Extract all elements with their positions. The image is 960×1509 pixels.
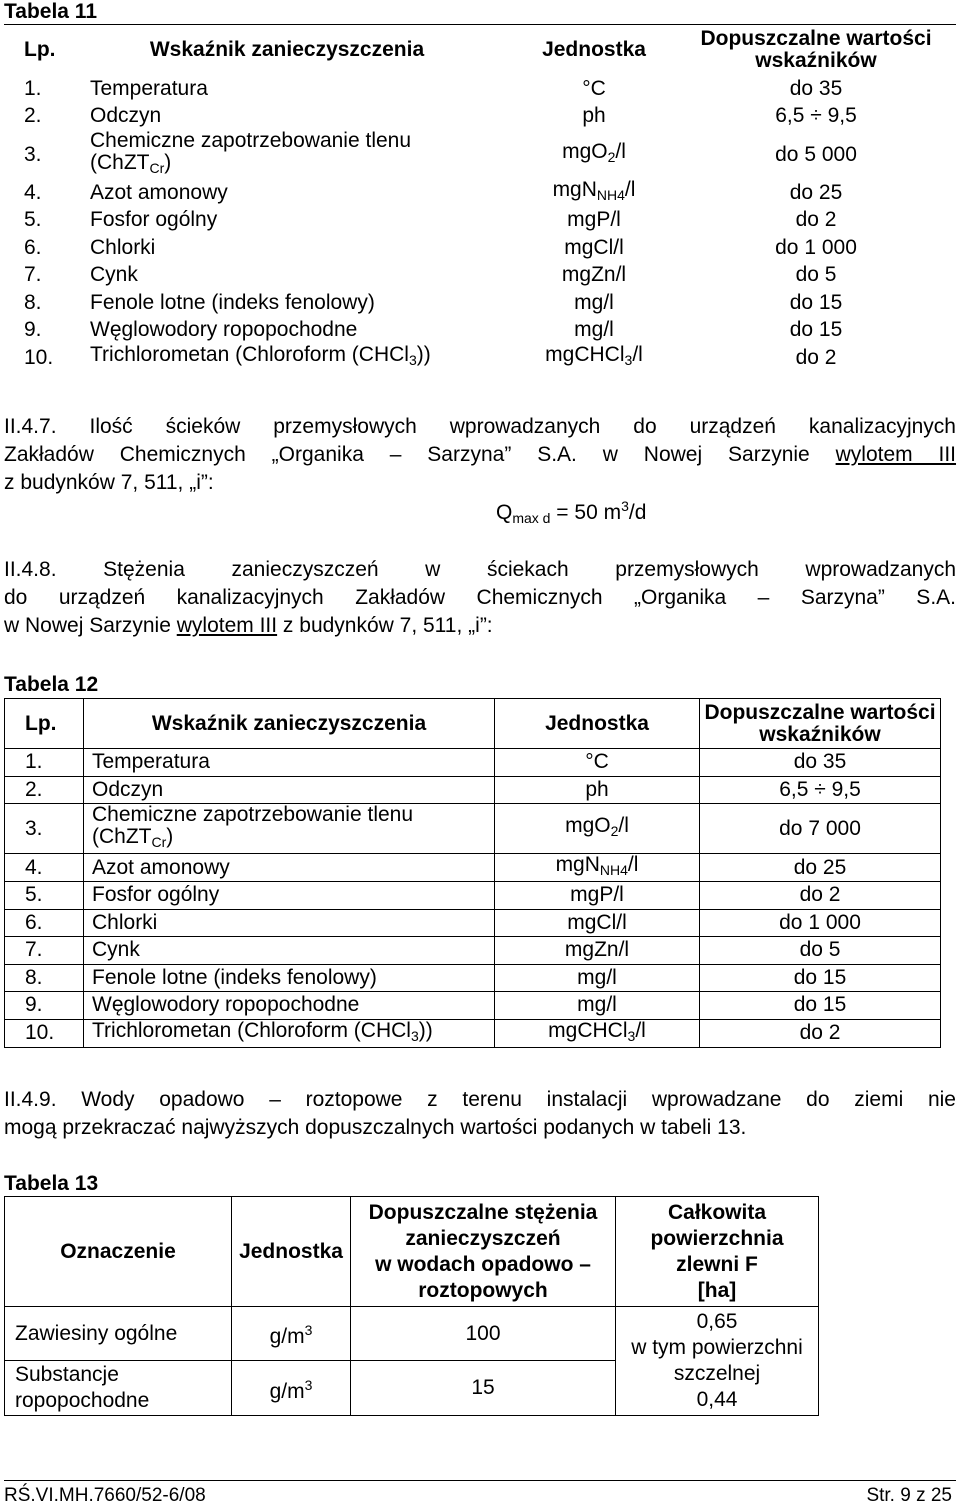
unit-text: mgO bbox=[562, 140, 608, 163]
table-13 bbox=[4, 1196, 819, 1416]
table-row bbox=[4, 207, 936, 235]
p48-outlet-ref: wylotem III bbox=[176, 614, 278, 637]
row-unit bbox=[492, 179, 696, 207]
row-lp: 6. bbox=[24, 235, 42, 259]
row-lp: 5. bbox=[24, 208, 42, 232]
table-11 bbox=[4, 25, 936, 372]
row-unit bbox=[492, 130, 696, 179]
unit-subscript: 3 bbox=[627, 1027, 636, 1044]
unit-text: °C bbox=[582, 76, 606, 100]
row-unit bbox=[495, 909, 700, 937]
row-lp: 6. bbox=[5, 909, 84, 937]
row-indicator bbox=[84, 882, 495, 910]
row-unit bbox=[492, 289, 696, 317]
unit-text: mgP/l bbox=[570, 883, 624, 907]
row-indicator bbox=[84, 804, 495, 854]
p47-line3: z budynków 7, 511, „i”: bbox=[4, 471, 214, 494]
unit-text: mgO bbox=[565, 814, 611, 837]
row-lp: 3. bbox=[24, 142, 42, 166]
indicator-text: Chemiczne zapotrzebowanie tlenu bbox=[90, 129, 412, 152]
table-12 bbox=[4, 698, 941, 1048]
header-value-line1: Dopuszczalne wartości bbox=[704, 700, 936, 724]
indicator-text: Odczyn bbox=[92, 777, 164, 801]
unit-text: mgN bbox=[552, 178, 597, 202]
table-row bbox=[5, 882, 941, 910]
row-unit bbox=[492, 207, 696, 235]
indicator-subscript: Cr bbox=[151, 834, 167, 850]
unit-subscript: NH4 bbox=[599, 862, 628, 878]
t13-header-oznaczenie: Oznaczenie bbox=[5, 1197, 232, 1307]
table-row bbox=[5, 1307, 819, 1361]
row-lp: 8. bbox=[5, 964, 84, 992]
indicator-end: )) bbox=[416, 343, 431, 367]
row-indicator bbox=[84, 964, 495, 992]
row-indicator bbox=[84, 937, 495, 965]
row-indicator bbox=[84, 909, 495, 937]
row-value: do 5 bbox=[795, 263, 837, 287]
row-lp: 10. bbox=[5, 1019, 84, 1047]
unit-text: mgCl/l bbox=[567, 910, 627, 934]
footer-rule bbox=[4, 1480, 956, 1481]
p47-line1: II.4.7. Ilość ścieków przemysłowych wprowadzanych do urządzeń kanalizacyjnych bbox=[4, 415, 956, 438]
t13-r2-value: 15 bbox=[351, 1361, 616, 1416]
indicator-text-2: (ChZT bbox=[92, 825, 152, 848]
row-lp: 8. bbox=[24, 290, 42, 314]
unit-end: /l bbox=[615, 140, 626, 163]
row-value: do 15 bbox=[789, 290, 843, 314]
p47-line2: Zakładów Chemicznych „Organika – Sarzyna” S.A. w Nowej Sarzynie wylotem III bbox=[4, 443, 957, 466]
table-row bbox=[5, 909, 941, 937]
row-lp: 9. bbox=[24, 318, 42, 342]
t13-r2-oznaczenie: Substancje ropopochodne bbox=[5, 1361, 232, 1416]
table-row bbox=[4, 130, 936, 179]
table-12-caption: Tabela 12 bbox=[4, 673, 99, 696]
table-13-caption: Tabela 13 bbox=[4, 1172, 99, 1195]
row-value: do 25 bbox=[789, 180, 843, 204]
paragraph-II-4-8 bbox=[4, 556, 956, 640]
row-unit bbox=[492, 262, 696, 290]
paragraph-II-4-9 bbox=[4, 1086, 956, 1142]
row-unit bbox=[495, 776, 700, 804]
row-lp: 1. bbox=[5, 749, 84, 777]
indicator-text: Chemiczne zapotrzebowanie tlenu bbox=[92, 803, 414, 826]
p49-line1: II.4.9. Wody opadowo – roztopowe z terenu instalacji wprowadzane do ziemi nie bbox=[4, 1088, 956, 1111]
p47-outlet-ref: wylotem III bbox=[835, 443, 957, 466]
row-unit bbox=[495, 804, 700, 854]
row-indicator bbox=[84, 1019, 495, 1047]
indicator-subscript: 3 bbox=[410, 1027, 419, 1044]
p49-line2: mogą przekraczać najwyższych dopuszczalnych wartości podanych w tabeli 13. bbox=[4, 1116, 747, 1139]
row-unit bbox=[492, 75, 696, 103]
row-lp: 3. bbox=[5, 804, 84, 854]
unit-text: mgCHCl bbox=[548, 1018, 628, 1042]
row-indicator bbox=[82, 130, 492, 179]
unit-text: mgZn/l bbox=[561, 263, 627, 287]
unit-text: ph bbox=[585, 777, 609, 801]
row-unit bbox=[492, 344, 696, 372]
header-lp: Lp. bbox=[5, 699, 84, 749]
row-unit bbox=[495, 749, 700, 777]
unit-subscript: NH4 bbox=[596, 187, 625, 204]
row-lp: 2. bbox=[5, 776, 84, 804]
p48-line1: II.4.8. Stężenia zanieczyszczeń w ściekach przemysłowych wprowadzanych bbox=[4, 558, 956, 581]
row-value: do 1 000 bbox=[700, 909, 941, 937]
table-row bbox=[5, 964, 941, 992]
unit-text: mgN bbox=[555, 853, 600, 876]
row-lp: 4. bbox=[24, 180, 42, 204]
row-value: do 35 bbox=[789, 76, 843, 100]
indicator-text: Węglowodory ropopochodne bbox=[90, 318, 358, 342]
t13-r1-oznaczenie: Zawiesiny ogólne bbox=[5, 1307, 232, 1361]
t13-r2-unit: $g/m^3$ bbox=[232, 1361, 351, 1416]
header-value bbox=[696, 25, 936, 75]
indicator-text: Temperatura bbox=[90, 76, 208, 100]
row-indicator bbox=[82, 75, 492, 103]
row-value: 6,5 ÷ 9,5 bbox=[775, 104, 857, 128]
p48-line3: w Nowej Sarzynie wylotem III z budynków 7, 511, „i”: bbox=[4, 614, 493, 637]
row-value: do 25 bbox=[700, 854, 941, 882]
table-row bbox=[5, 776, 941, 804]
table-row bbox=[4, 234, 936, 262]
indicator-text: Fenole lotne (indeks fenolowy) bbox=[90, 290, 375, 314]
row-indicator bbox=[82, 262, 492, 290]
indicator-text: Trichlorometan (Chloroform (CHCl bbox=[92, 1018, 411, 1042]
row-value: do 15 bbox=[700, 964, 941, 992]
row-value: do 5 bbox=[700, 937, 941, 965]
table-row bbox=[4, 75, 936, 103]
t13-r1-value: 100 bbox=[351, 1307, 616, 1361]
row-value: do 1 000 bbox=[775, 235, 857, 259]
header-lp: Lp. bbox=[24, 38, 56, 61]
indicator-text: Chlorki bbox=[92, 910, 158, 934]
unit-text: mgP/l bbox=[567, 208, 621, 232]
table-row bbox=[4, 317, 936, 345]
row-unit bbox=[495, 964, 700, 992]
t13-r1-unit: $g/m^3$ bbox=[232, 1307, 351, 1361]
unit-end: /l bbox=[624, 178, 636, 202]
row-unit bbox=[492, 103, 696, 131]
table-row bbox=[4, 344, 936, 372]
indicator-text: Fenole lotne (indeks fenolowy) bbox=[92, 965, 377, 989]
unit-end: /l bbox=[618, 814, 629, 837]
row-lp: 1. bbox=[24, 76, 42, 100]
header-value-line2: wskaźników bbox=[759, 722, 881, 746]
row-value: do 35 bbox=[700, 749, 941, 777]
indicator-end: ) bbox=[164, 151, 172, 174]
indicator-text: Węglowodory ropopochodne bbox=[92, 993, 360, 1017]
row-indicator bbox=[84, 854, 495, 882]
table-row bbox=[4, 179, 936, 207]
header-indicator: Wskaźnik zanieczyszczenia bbox=[84, 699, 495, 749]
table-row bbox=[5, 749, 941, 777]
header-value-line2: wskaźników bbox=[755, 49, 877, 72]
indicator-end: )) bbox=[418, 1018, 433, 1042]
row-indicator bbox=[82, 179, 492, 207]
row-unit bbox=[495, 1019, 700, 1047]
header-indicator: Wskaźnik zanieczyszczenia bbox=[149, 38, 425, 61]
unit-text: °C bbox=[585, 750, 609, 774]
t13-header-calkowita: Całkowita powierzchnia zlewni F [ha] bbox=[616, 1197, 819, 1307]
row-value: do 7 000 bbox=[700, 804, 941, 854]
header-unit: Jednostka bbox=[542, 38, 646, 61]
row-unit bbox=[492, 234, 696, 262]
indicator-end: ) bbox=[166, 825, 174, 848]
table-row bbox=[5, 804, 941, 854]
row-indicator bbox=[82, 103, 492, 131]
header-value bbox=[700, 699, 941, 749]
table-header-row bbox=[4, 25, 936, 75]
row-value: do 2 bbox=[700, 882, 941, 910]
row-lp: 5. bbox=[5, 882, 84, 910]
indicator-text: Chlorki bbox=[90, 235, 156, 259]
row-indicator bbox=[84, 749, 495, 777]
unit-subscript: 2 bbox=[607, 149, 616, 165]
t13-header-dopuszczalne: Dopuszczalne stężenia zanieczyszczeń w wodach opadowo – roztopowych bbox=[351, 1197, 616, 1307]
indicator-text: Azot amonowy bbox=[90, 180, 228, 204]
table-row bbox=[5, 992, 941, 1020]
flow-formula: $Q_{max d} = 50$ $m^3/d$ bbox=[496, 498, 647, 526]
unit-text: mgCl/l bbox=[564, 235, 624, 259]
row-indicator bbox=[82, 234, 492, 262]
footer-reference: RŚ.VI.MH.7660/52-6/08 bbox=[4, 1485, 206, 1506]
unit-text: mg/l bbox=[574, 318, 614, 342]
row-indicator bbox=[82, 317, 492, 345]
table-header-row bbox=[5, 699, 941, 749]
row-lp: 9. bbox=[5, 992, 84, 1020]
indicator-text: Trichlorometan (Chloroform (CHCl bbox=[90, 343, 409, 367]
unit-text: mg/l bbox=[574, 290, 614, 314]
row-indicator bbox=[82, 289, 492, 317]
row-lp: 2. bbox=[24, 104, 42, 128]
row-lp: 10. bbox=[24, 345, 54, 369]
row-value: do 15 bbox=[789, 318, 843, 342]
row-indicator bbox=[84, 992, 495, 1020]
unit-subscript: 2 bbox=[610, 823, 619, 839]
table-row bbox=[4, 289, 936, 317]
footer-page-number: Str. 9 z 25 bbox=[866, 1485, 952, 1506]
row-indicator bbox=[84, 776, 495, 804]
indicator-subscript: Cr bbox=[149, 160, 165, 176]
indicator-text: Temperatura bbox=[92, 750, 210, 774]
row-value: do 2 bbox=[795, 208, 837, 232]
unit-text: mg/l bbox=[577, 993, 617, 1017]
indicator-text: Fosfor ogólny bbox=[90, 208, 218, 232]
row-lp: 7. bbox=[24, 263, 42, 287]
row-unit bbox=[495, 992, 700, 1020]
unit-text: mgZn/l bbox=[564, 938, 630, 962]
indicator-text: Fosfor ogólny bbox=[92, 883, 220, 907]
unit-text: mgCHCl bbox=[545, 343, 625, 367]
row-unit bbox=[492, 317, 696, 345]
row-lp: 7. bbox=[5, 937, 84, 965]
table-row bbox=[4, 262, 936, 290]
row-lp: 4. bbox=[5, 854, 84, 882]
row-value: 6,5 ÷ 9,5 bbox=[700, 776, 941, 804]
unit-end: /l bbox=[627, 853, 639, 876]
row-value: do 5 000 bbox=[775, 142, 857, 166]
paragraph-II-4-7 bbox=[4, 413, 956, 497]
indicator-text-2: (ChZT bbox=[90, 151, 150, 174]
indicator-text: Odczyn bbox=[90, 104, 162, 128]
row-indicator bbox=[82, 207, 492, 235]
unit-end: /l bbox=[635, 1018, 646, 1042]
unit-text: ph bbox=[582, 104, 606, 128]
table-11-caption: Tabela 11 bbox=[4, 0, 98, 23]
t13-header-jednostka: Jednostka bbox=[232, 1197, 351, 1307]
p48-line2: do urządzeń kanalizacyjnych Zakładów Chemicznych „Organika – Sarzyna” S.A. bbox=[4, 586, 956, 609]
unit-subscript: 3 bbox=[624, 352, 633, 369]
indicator-subscript: 3 bbox=[408, 352, 417, 369]
header-unit: Jednostka bbox=[495, 699, 700, 749]
row-indicator bbox=[82, 344, 492, 372]
header-value-line1: Dopuszczalne wartości bbox=[700, 27, 932, 50]
indicator-text: Cynk bbox=[90, 263, 138, 287]
row-value: do 2 bbox=[795, 345, 837, 369]
row-unit bbox=[495, 854, 700, 882]
row-value: do 15 bbox=[700, 992, 941, 1020]
row-unit bbox=[495, 882, 700, 910]
indicator-text: Cynk bbox=[92, 938, 140, 962]
table-row bbox=[5, 937, 941, 965]
t13-area: 0,65 w tym powierzchni szczelnej 0,44 bbox=[616, 1307, 819, 1416]
table-row bbox=[5, 854, 941, 882]
row-unit bbox=[495, 937, 700, 965]
table-row bbox=[4, 103, 936, 131]
row-value: do 2 bbox=[700, 1019, 941, 1047]
unit-end: /l bbox=[632, 343, 643, 367]
unit-text: mg/l bbox=[577, 965, 617, 989]
indicator-text: Azot amonowy bbox=[92, 855, 230, 879]
table-row bbox=[5, 1019, 941, 1047]
